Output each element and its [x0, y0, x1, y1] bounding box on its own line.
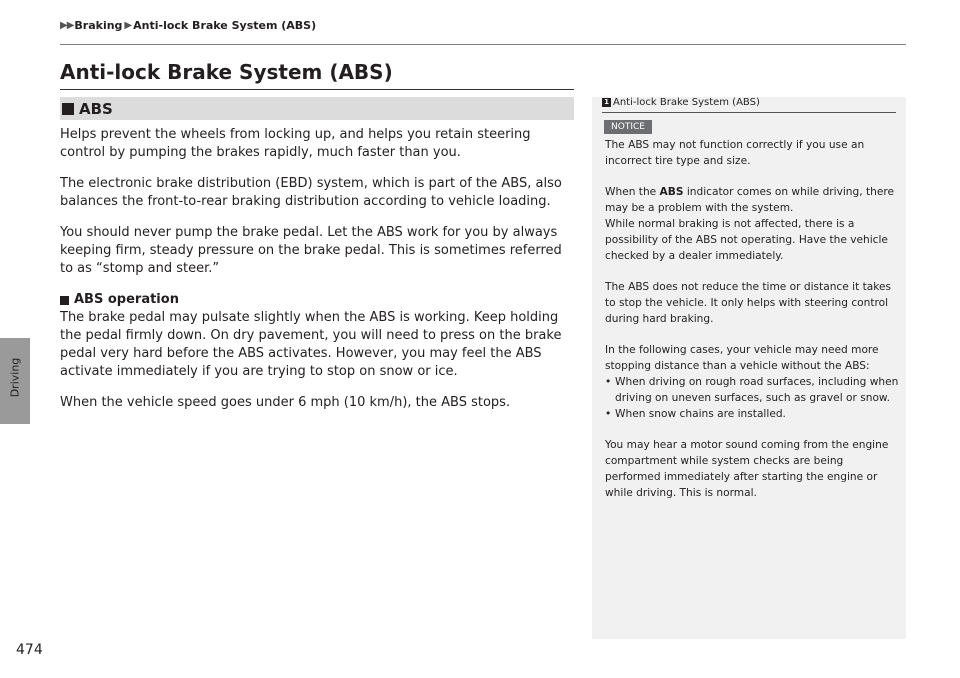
breadcrumb-item-abs[interactable]: Anti-lock Brake System (ABS)	[133, 19, 317, 32]
reference-number-icon: 1	[602, 98, 611, 107]
cases-intro: In the following cases, your vehicle may need more stopping distance than a vehicle without the ABS:	[605, 344, 879, 372]
sidebar-heading	[602, 97, 760, 108]
list-item: • When snow chains are installed.	[605, 406, 899, 422]
breadcrumb	[60, 19, 316, 32]
main-content	[60, 126, 575, 425]
square-bullet-icon	[60, 296, 69, 305]
sidebar-body	[605, 137, 899, 516]
chapter-tab-label: Driving	[8, 357, 22, 398]
subsection-heading	[60, 291, 575, 309]
paragraph-ebd: The electronic brake distribution (EBD) system, which is part of the ABS, also balances the front-to-rear braking distribution according to vehicle loading.	[60, 176, 562, 209]
subsection-title: ABS operation	[74, 292, 179, 307]
motor-sound-note: You may hear a motor sound coming from the engine compartment while system checks are being performed immediately after starting the engine or while driving. This is normal.	[605, 439, 889, 499]
double-arrow-icon: ▶▶	[60, 20, 74, 31]
section-header	[60, 97, 574, 120]
sidebar-heading-text: Anti-lock Brake System (ABS)	[613, 97, 760, 108]
sidebar-divider	[602, 112, 896, 113]
cases-list	[605, 374, 899, 422]
section-title: ABS	[79, 99, 113, 118]
indicator-note: When the ABS indicator comes on while driving, there may be a problem with the system. While normal braking is not affected, there is a possibility of the ABS not operating. Have the vehicle checked by a dealer immediately.	[605, 186, 894, 262]
title-divider	[60, 89, 574, 90]
header-divider	[60, 44, 906, 45]
notice-text: The ABS may not function correctly if you use an incorrect tire type and size.	[605, 139, 865, 167]
abs-indicator-label: ABS	[659, 186, 684, 198]
arrow-icon: ▶	[124, 20, 132, 31]
stopping-note: The ABS does not reduce the time or distance it takes to stop the vehicle. It only helps with steering control during hard braking.	[605, 281, 892, 325]
list-item: • When driving on rough road surfaces, including when driving on uneven surfaces, such as gravel or snow.	[605, 374, 899, 406]
paragraph-operation: The brake pedal may pulsate slightly when the ABS is working. Keep holding the pedal firmly down. On dry pavement, you will need to press on the brake pedal very hard before the ABS activates. However, you may feel the ABS activate immediately if you are trying to stop on snow or ice.	[60, 310, 562, 379]
breadcrumb-item-braking[interactable]: Braking	[74, 19, 123, 32]
page-title: Anti-lock Brake System (ABS)	[60, 60, 393, 84]
notice-badge: NOTICE	[604, 120, 652, 134]
paragraph-stomp-steer: You should never pump the brake pedal. Let the ABS work for you by always keeping firm, steady pressure on the brake pedal. This is sometimes referred to as “stomp and steer.”	[60, 225, 562, 276]
square-bullet-icon	[62, 103, 74, 115]
paragraph-speed-stop: When the vehicle speed goes under 6 mph (10 km/h), the ABS stops.	[60, 395, 511, 410]
page-number: 474	[16, 642, 43, 658]
paragraph-abs-purpose: Helps prevent the wheels from locking up, and helps you retain steering control by pumping the brakes rapidly, much faster than you.	[60, 127, 531, 160]
